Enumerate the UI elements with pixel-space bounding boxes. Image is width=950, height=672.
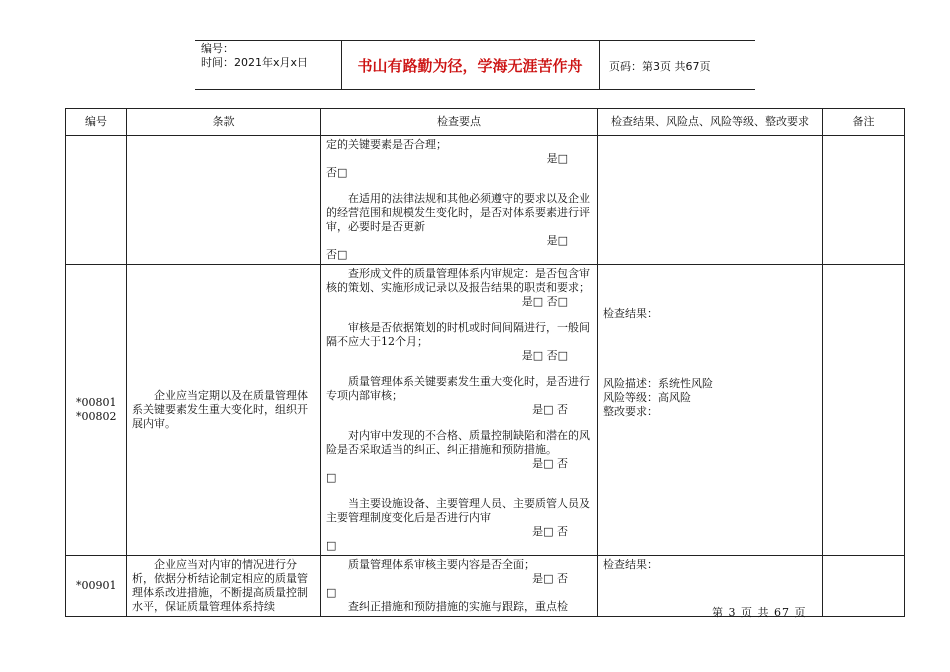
page-footer: 第 3 页 共 67 页 [712, 606, 807, 619]
check-point: 在适用的法律法规和其他必须遵守的要求以及企业的经营范围和规模发生变化时，是否对体系要素进行评审，必要时是否更新 [326, 192, 590, 233]
checkbox-yes-no[interactable]: 是□ 否 [532, 403, 568, 416]
check-point: 查形成文件的质量管理体系内审规定：是否包含审核的策划、实施形成记录以及报告结果的职责和要求； [326, 267, 590, 294]
row-clause-cell [127, 265, 321, 556]
col-header-remark: 备注 [823, 109, 905, 136]
result-label: 检查结果： [603, 558, 658, 571]
row-points-cell [321, 136, 598, 265]
check-point: 查纠正措施和预防措施的实施与跟踪，重点检 [348, 600, 568, 613]
col-header-number: 编号 [66, 109, 127, 136]
inspection-table [65, 108, 905, 617]
row-remark-cell [823, 265, 905, 556]
check-point: 对内审中发现的不合格、质量控制缺陷和潜在的风险是否采取适当的纠正、纠正措施和预防措施。 [326, 429, 590, 456]
checkbox-no[interactable]: □ [326, 586, 337, 599]
header-page-info: 页码：第3页 共67页 [609, 60, 711, 73]
checkbox-yes-no[interactable]: 是□ 否□ [521, 295, 568, 308]
clause-text: 企业应当对内审的情况进行分析，依据分析结论制定相应的质量管理体系改进措施，不断提高质量控制水平，保证质量管理体系持续 [132, 558, 308, 613]
result-label: 检查结果： [603, 307, 658, 320]
checkbox-yes[interactable]: 是□ [546, 152, 568, 165]
row-number-cell [66, 265, 127, 556]
col-header-points: 检查要点 [321, 109, 598, 136]
risk-level: 风险等级：高风险 [603, 391, 691, 404]
check-point: 当主要设施设备、主要管理人员、主要质管人员及主要管理制度变化后是否进行内审 [326, 497, 590, 524]
table-row [66, 136, 905, 265]
checkbox-yes-no[interactable]: 是□ 否 [532, 457, 568, 470]
row-remark-cell [823, 556, 905, 617]
clause-code: *00901 [76, 579, 117, 592]
checkbox-no[interactable]: 否□ [326, 248, 348, 261]
row-points-cell [321, 556, 598, 617]
check-point: 定的关键要素是否合理； [326, 138, 447, 151]
header-meta [201, 42, 308, 70]
rectify-requirement: 整改要求： [603, 405, 658, 418]
checkbox-no[interactable]: 否□ [326, 166, 348, 179]
checkbox-yes-no[interactable]: 是□ 否 [532, 572, 568, 585]
row-clause-cell [127, 136, 321, 265]
row-number-cell [66, 136, 127, 265]
row-points-cell [321, 265, 598, 556]
col-header-result: 检查结果、风险点、风险等级、整改要求 [598, 109, 823, 136]
check-point: 质量管理体系审核主要内容是否全面； [348, 558, 535, 571]
check-point: 质量管理体系关键要素发生重大变化时，是否进行专项内部审核； [326, 375, 590, 402]
table-row [66, 265, 905, 556]
risk-description: 风险描述：系统性风险 [603, 377, 713, 390]
checkbox-yes-no[interactable]: 是□ 否 [532, 525, 568, 538]
checkbox-yes-no[interactable]: 是□ 否□ [521, 349, 568, 362]
header-motto: 书山有路勤为径，学海无涯苦作舟 [357, 57, 583, 75]
clause-code: *00801 [76, 396, 117, 409]
table-header-row [66, 109, 905, 136]
clause-code: *00802 [76, 410, 117, 423]
row-result-cell [598, 136, 823, 265]
checkbox-no[interactable]: □ [326, 539, 337, 552]
header-divider [599, 41, 600, 89]
checkbox-yes[interactable]: 是□ [546, 234, 568, 247]
col-header-clause: 条款 [127, 109, 321, 136]
check-point: 审核是否依据策划的时机或时间间隔进行，一般间隔不应大于12个月； [326, 321, 590, 348]
doc-number-label: 编号： [201, 42, 234, 55]
page-header [195, 40, 755, 90]
row-clause-cell [127, 556, 321, 617]
doc-time-label: 时间：2021年x月x日 [201, 56, 309, 69]
checkbox-no[interactable]: □ [326, 471, 337, 484]
clause-text: 企业应当定期以及在质量管理体系关键要素发生重大变化时，组织开展内审。 [132, 389, 308, 430]
row-number-cell [66, 556, 127, 617]
row-result-cell [598, 265, 823, 556]
row-remark-cell [823, 136, 905, 265]
